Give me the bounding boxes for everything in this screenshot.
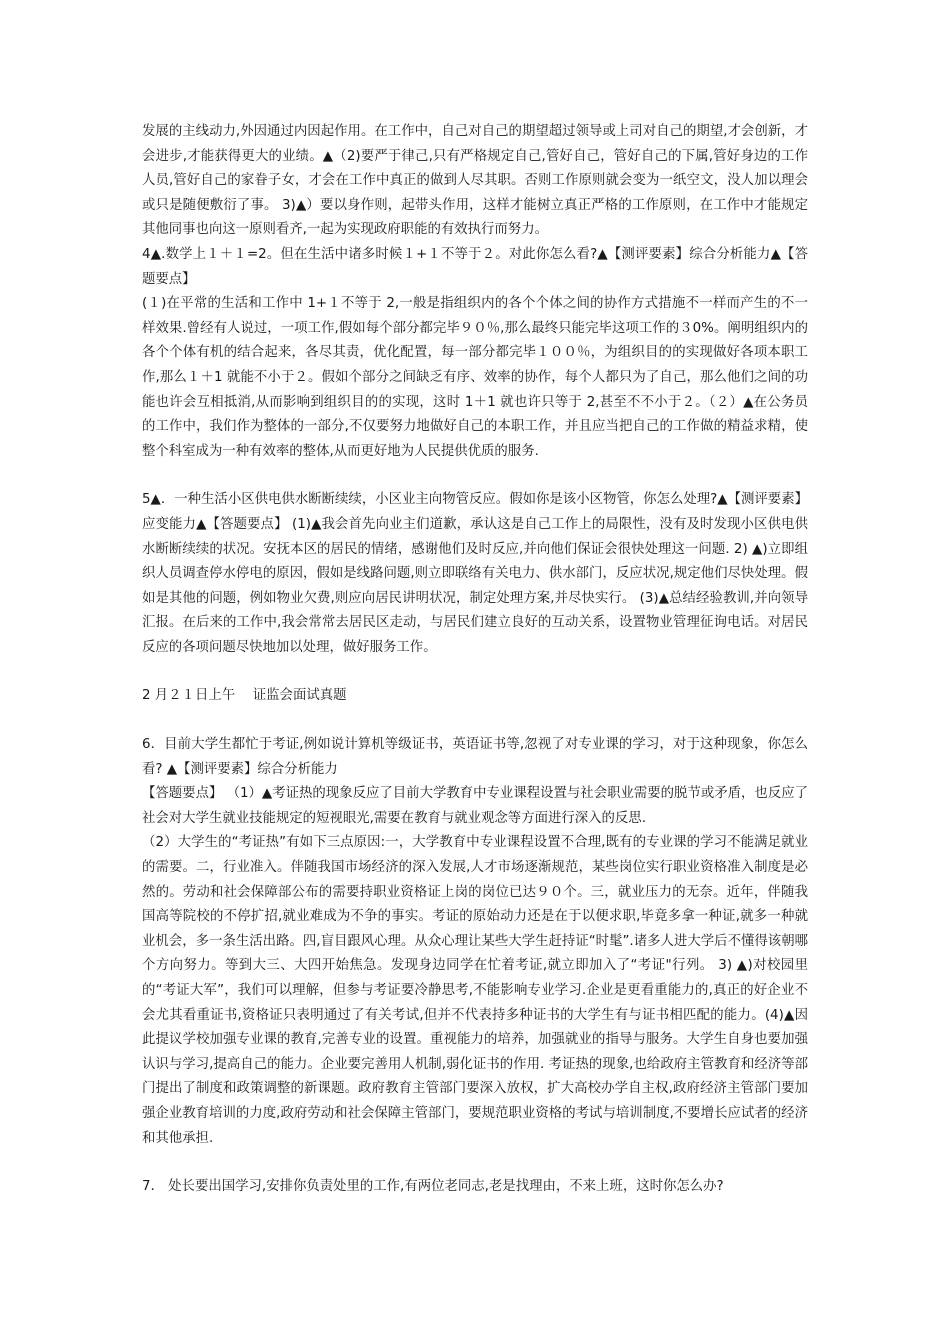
paragraph-continuation: 发展的主线动力,外因通过内因起作用。在工作中，自己对自己的期望超过领导或上司对自己的期望,才会创新，才会进步,才能获得更大的业绩。▲（2)要严于律己,只有严格规定自己,管好自己，管好自己的下属,管好身边的工作人员,管好自己的家眷子女，才会在工作中真正的做到人尽其职。否则工作原则就会变为一纸空文，没人加以理会或只是随便敷衍了事。 3)▲）要以身作则，起带头作用，这样才能树立真正严格的工作原则，在工作中才能规定其他同事也向这一原则看齐,一起为实现政府职能的有效执行而努力。 xyxy=(142,124,808,238)
question-6: 6．目前大学生都忙于考证,例如说计算机等级证书，英语证书等,忽视了对专业课的学习，对于这种现象，你怎么看? ▲【测评要素】综合分析能力 xyxy=(142,737,808,777)
paragraph-gap xyxy=(142,464,808,488)
section-heading: 2 月２１日上午 证监会面试真题 xyxy=(142,688,347,704)
answer-6-part-2: （2）大学生的“考证热”有如下三点原因:一，大学教育中专业课程设置不合理,既有的专业课的学习不能满足就业的需要。二，行业准入。伴随我国市场经济的深入发展,人才市场逐渐规范，某些岗位实行职业资格准入制度是必然的。劳动和社会保障部公布的需要持职业资格证上岗的岗位已达９０个。三，就业压力的无奈。近年，伴随我国高等院校的不停扩招,就业难成为不争的事实。考证的原始动力还是在于以便求职,毕竟多拿一种证,就多一种就业机会，多一条生活出路。四,盲目跟风心理。从众心理让某些大学生赶持证“时髦”.诸多人进大学后不懂得该朝哪个方向努力。等到大三、大四开始焦急。发现身边同学在忙着考证,就立即加入了“考证"行列。 3) ▲)对校园里的“考证大军”，我们可以理解，但参与考证要冷静思考,不能影响专业学习.企业是更看重能力的,真正的好企业不会尤其看重证书,资格证只表明通过了有关考试,但并不代表持多种证书的大学生有与证书相匹配的能力。(4)▲因此提议学校加强专业课的教育,完善专业的设置。重视能力的培养，加强就业的指导与服务。大学生自身也要加强认识与学习,提高自己的能力。企业要完善用人机制,弱化证书的作用. 考证热的现象,也给政府主管教育和经济等部门提出了制度和政策调整的新课题。政府教育主管部门要深入放权，扩大高校办学自主权,政府经济主管部门要加强企业教育培训的力度,政府劳动和社会保障主管部门，要规范职业资格的考试与培训制度,不要增长应试者的经济和其他承担. xyxy=(142,835,808,1146)
paragraph-gap xyxy=(142,660,808,684)
question-4: 4▲.数学上１＋１=2。但在生活中诸多时候１+１不等于２。对此你怎么看?▲【测评要素】综合分析能力▲【答题要点】 xyxy=(142,246,808,287)
answer-6-part-1: 【答题要点】 （1）▲考证热的现象反应了目前大学教育中专业课程设置与社会职业需要的脱节或矛盾，也反应了社会对大学生就业技能规定的短视眼光,需要在教育与就业观念等方面进行深入的反思. xyxy=(142,786,808,826)
answer-4: (１)在平常的生活和工作中 1+１不等于 2,一般是指组织内的各个个体之间的协作方式措施不一样而产生的不一样效果.曾经有人说过，一项工作,假如每个部分都完毕９０％,那么最终只能完毕这项工作的３0%。阐明组织内的各个个体有机的结合起来，各尽其责，优化配置，每一部分都完毕１００％，为组织目的的实现做好各项本职工作,那么１＋1 就能不小于２。假如个部分之间缺乏有序、效率的协作，每个人都只为了自己，那么他们之间的功能也许会互相抵消,从而影响到组织目的的实现，这时 1＋1 就也许只等于 2,甚至不不小于２。（２）▲在公务员的工作中，我们作为整体的一部分,不仅要努力地做好自己的本职工作，并且应当把自己的工作做的精益求精，使整个科室成为一种有效率的整体,从而更好地为人民提供优质的服务. xyxy=(142,296,808,459)
document-page xyxy=(142,120,808,1200)
paragraph-gap xyxy=(142,709,808,733)
paragraph-gap xyxy=(142,1151,808,1175)
question-5: 5▲．一种生活小区供电供水断断续续，小区业主向物管反应。假如你是该小区物管，你怎么处理?▲【测评要素】应变能力▲【答题要点】 (1)▲我会首先向业主们道歉，承认这是自己工作上的局限性，没有及时发现小区供电供水断断续续的状况。安抚本区的居民的情绪，感谢他们及时反应,并向他们保证会很快处理这一问题. 2) ▲)立即组织人员调查停水停电的原因，假如是线路问题,则立即联络有关电力、供水部门，反应状况,规定他们尽快处理。假如是其他的问题，例如物业欠费,则应向居民讲明状况，制定处理方案,并尽快实行。 (3)▲总结经验教训,并向领导汇报。在后来的工作中,我会常常去居民区走动，与居民们建立良好的互动关系，设置物业管理征询电话。对居民反应的各项问题尽快地加以处理，做好服务工作。 xyxy=(142,492,808,655)
question-7: 7. 处长要出国学习,安排你负责处里的工作,有两位老同志,老是找理由，不来上班，这时你怎么办? xyxy=(142,1179,724,1195)
